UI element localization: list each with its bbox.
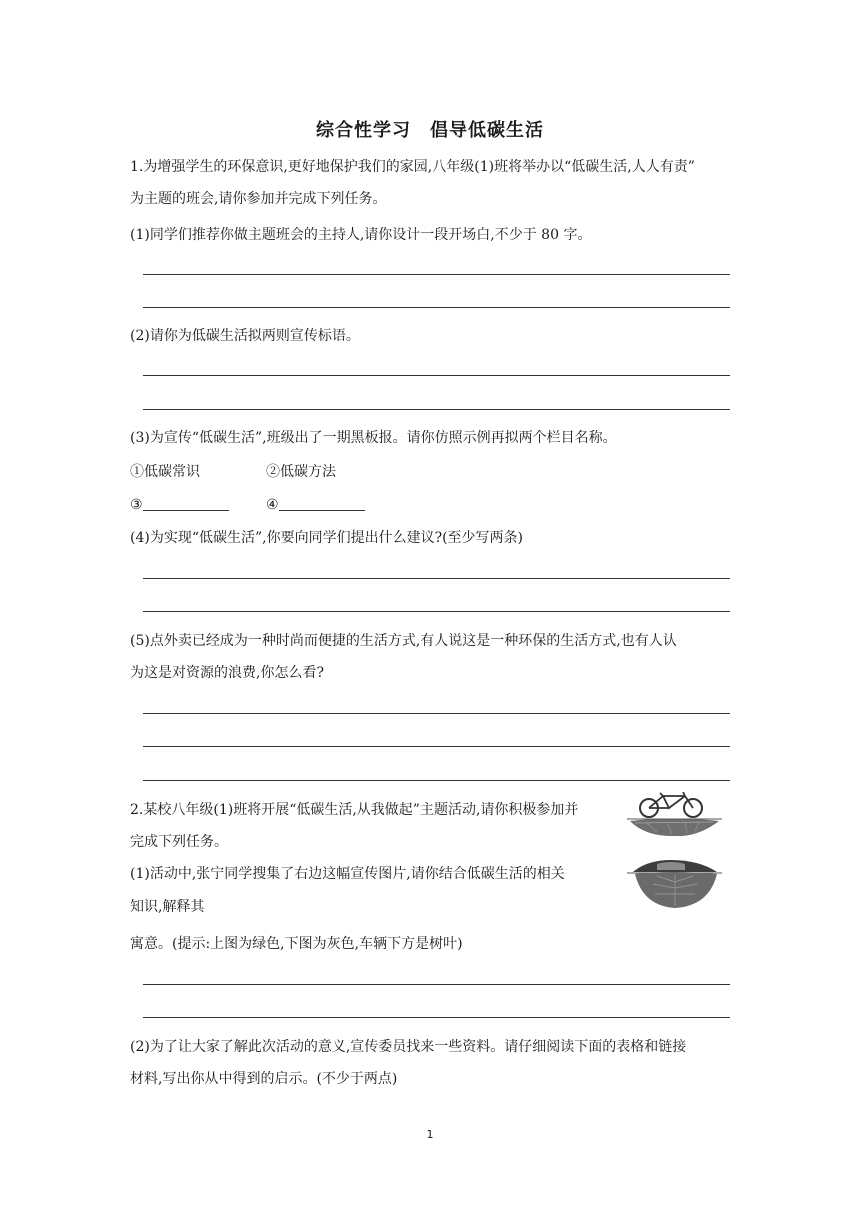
q1-stem-line2: 为主题的班会,请你参加并完成下列任务。 [130,191,387,207]
q1-sub5-line2: 为这是对资源的浪费,你怎么看? [130,665,324,681]
car-on-leaf-image [627,858,722,910]
blank-column-3 [130,495,229,515]
q1-sub3: (3)为宣传“低碳生活”,班级出了一期黑板报。请你仿照示例再拟两个栏目名称。 [130,430,617,446]
fill-blank-4[interactable] [279,496,365,511]
answer-line[interactable] [143,1017,730,1018]
q2-sub2-line1: (2)为了让大家了解此次活动的意义,宣传委员找来一些资料。请仔细阅读下面的表格和链接 [130,1039,687,1055]
q1-sub5-line1: (5)点外卖已经成为一种时尚而便捷的生活方式,有人说这是一种环保的生活方式,也有人认 [130,633,677,649]
page-title: 综合性学习 倡导低碳生活 [316,120,544,141]
q2-sub1-line3: 寓意。(提示:上图为绿色,下图为灰色,车辆下方是树叶) [130,936,463,952]
q1-sub1: (1)同学们推荐你做主题班会的主持人,请你设计一段开场白,不少于 80 字。 [130,227,592,243]
q2-sub2-line2: 材料,写出你从中得到的启示。(不少于两点) [130,1071,398,1087]
answer-line[interactable] [143,611,730,612]
q2-sub1-line1: (1)活动中,张宁同学搜集了右边这幅宣传图片,请你结合低碳生活的相关 [130,866,565,882]
answer-line[interactable] [143,746,730,747]
page-number: 1 [426,1128,434,1141]
answer-line[interactable] [143,409,730,410]
bicycle-on-leaf-image [627,792,722,836]
blank-column-4 [266,495,365,515]
q1-sub4: (4)为实现“低碳生活”,你要向同学们提出什么建议?(至少写两条) [130,530,524,546]
answer-line[interactable] [143,274,730,275]
answer-line[interactable] [143,780,730,781]
example-column-2: ②低碳方法 [266,464,336,480]
answer-line[interactable] [143,375,730,376]
example-column-1: ①低碳常识 [130,464,200,480]
q2-stem-line2: 完成下列任务。 [130,834,228,850]
q1-sub2: (2)请你为低碳生活拟两则宣传标语。 [130,328,360,344]
answer-line[interactable] [143,307,730,308]
q2-sub1-line2: 知识,解释其 [130,899,205,915]
answer-line[interactable] [143,984,730,985]
blank-label-4: ④ [266,497,279,513]
fill-blank-3[interactable] [143,496,229,511]
q1-stem-line1: 1.为增强学生的环保意识,更好地保护我们的家园,八年级(1)班将举办以“低碳生活,人人有责” [130,159,695,175]
answer-line[interactable] [143,578,730,579]
q2-stem-line1: 2.某校八年级(1)班将开展“低碳生活,从我做起”主题活动,请你积极参加并 [130,802,579,818]
blank-label-3: ③ [130,497,143,513]
answer-line[interactable] [143,713,730,714]
